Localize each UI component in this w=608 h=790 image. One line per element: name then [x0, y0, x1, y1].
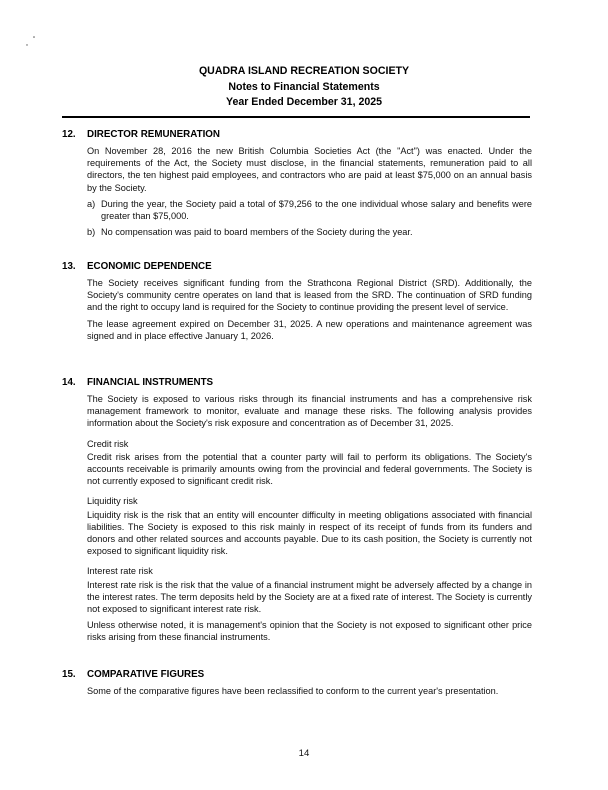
note-15-number: 15.	[62, 669, 76, 680]
note-15-comparative-figures	[62, 668, 532, 697]
note-13-paragraph-2: The lease agreement expired on December 31, 2025. A new operations and maintenance agreement was signed and in place effective January 1, 2026.	[87, 318, 532, 341]
note-12-item-a	[87, 198, 532, 222]
credit-risk-text: Credit risk arises from the potential that a counter party will fail to perform its obligations. The Society's accounts receivable is primarily amounts owing from the provincial and federal governments. The Society is not currently exposed to significant credit risk.	[87, 451, 532, 487]
interest-rate-risk-text: Interest rate risk is the risk that the value of a financial instrument might be adversely affected by a change in the interest rates. The term deposits held by the Society are at a fixed rate of interest. The Society is currently not exposed to significant interest rate risk.	[87, 579, 532, 615]
document-title: Notes to Financial Statements	[228, 80, 380, 93]
note-12-title: DIRECTOR REMUNERATION	[87, 129, 220, 140]
note-13-heading	[62, 260, 532, 273]
note-14-intro: The Society is exposed to various risks through its financial instruments and has a comprehensive risk management framework to monitor, evaluate and manage these risks. The following analysis provides information about the Society's risk exposure and concentration as of December 31, 2025.	[87, 394, 532, 429]
list-item-text: During the year, the Society paid a total of $79,256 to the one individual whose salary and benefits were greater than $75,000.	[101, 198, 532, 222]
note-14-financial-instruments	[62, 376, 532, 644]
list-marker: b)	[87, 227, 96, 238]
note-12-number: 12.	[62, 129, 76, 140]
note-14-number: 14.	[62, 377, 76, 388]
interest-rate-risk-heading: Interest rate risk	[87, 566, 153, 577]
note-12-heading	[62, 128, 532, 141]
note-14-closing: Unless otherwise noted, it is management's opinion that the Society is not exposed to significant other price risks arising from these financial instruments.	[87, 620, 532, 643]
liquidity-risk-heading: Liquidity risk	[87, 496, 138, 507]
liquidity-risk-text: Liquidity risk is the risk that an entity will encounter difficulty in meeting obligations associated with financial liabilities. The Society is exposed to this risk mainly in respect of its receipt of funds from its funders and donors and other related sources and accounts payable. Due to its cash position, the Society is currently not exposed to significant liquidity risk.	[87, 509, 532, 557]
scan-speck-marks	[24, 34, 44, 54]
header-rule	[62, 116, 530, 118]
fiscal-period: Year Ended December 31, 2025	[225, 96, 383, 108]
note-15-heading	[62, 668, 532, 681]
list-marker: a)	[87, 198, 96, 209]
note-12-director-remuneration	[62, 128, 532, 238]
note-13-economic-dependence	[62, 260, 532, 342]
note-13-title: ECONOMIC DEPENDENCE	[87, 261, 212, 272]
note-12-item-b	[87, 226, 532, 238]
note-12-intro: On November 28, 2016 the new British Columbia Societies Act (the "Act") was enacted. Under the requirements of the Act, the Society must disclose, in the financial statements, remuneration paid to all directors, the ten highest paid employees, and contractors who are paid at least $75,000 on an annual basis by the Society.	[87, 146, 532, 193]
organization-name: QUADRA ISLAND RECREATION SOCIETY	[198, 65, 410, 77]
note-15-text: Some of the comparative figures have been reclassified to conform to the current year's presentation.	[87, 686, 499, 696]
note-14-title: FINANCIAL INSTRUMENTS	[87, 377, 214, 388]
note-13-paragraph-1: The Society receives significant funding from the Strathcona Regional District (SRD). Additionally, the Society's community centre operates on land that is leased from the SRD. The continuation of SRD funding and the right to occupy land is required for the Society to continue providing the present level of service.	[87, 278, 532, 313]
document-header	[0, 64, 608, 111]
note-15-title: COMPARATIVE FIGURES	[87, 669, 205, 680]
note-14-heading	[62, 376, 532, 389]
page-number: 14	[298, 748, 310, 759]
credit-risk-heading: Credit risk	[87, 438, 129, 449]
note-13-number: 13.	[62, 261, 76, 272]
list-item-text: No compensation was paid to board members of the Society during the year.	[101, 227, 413, 238]
